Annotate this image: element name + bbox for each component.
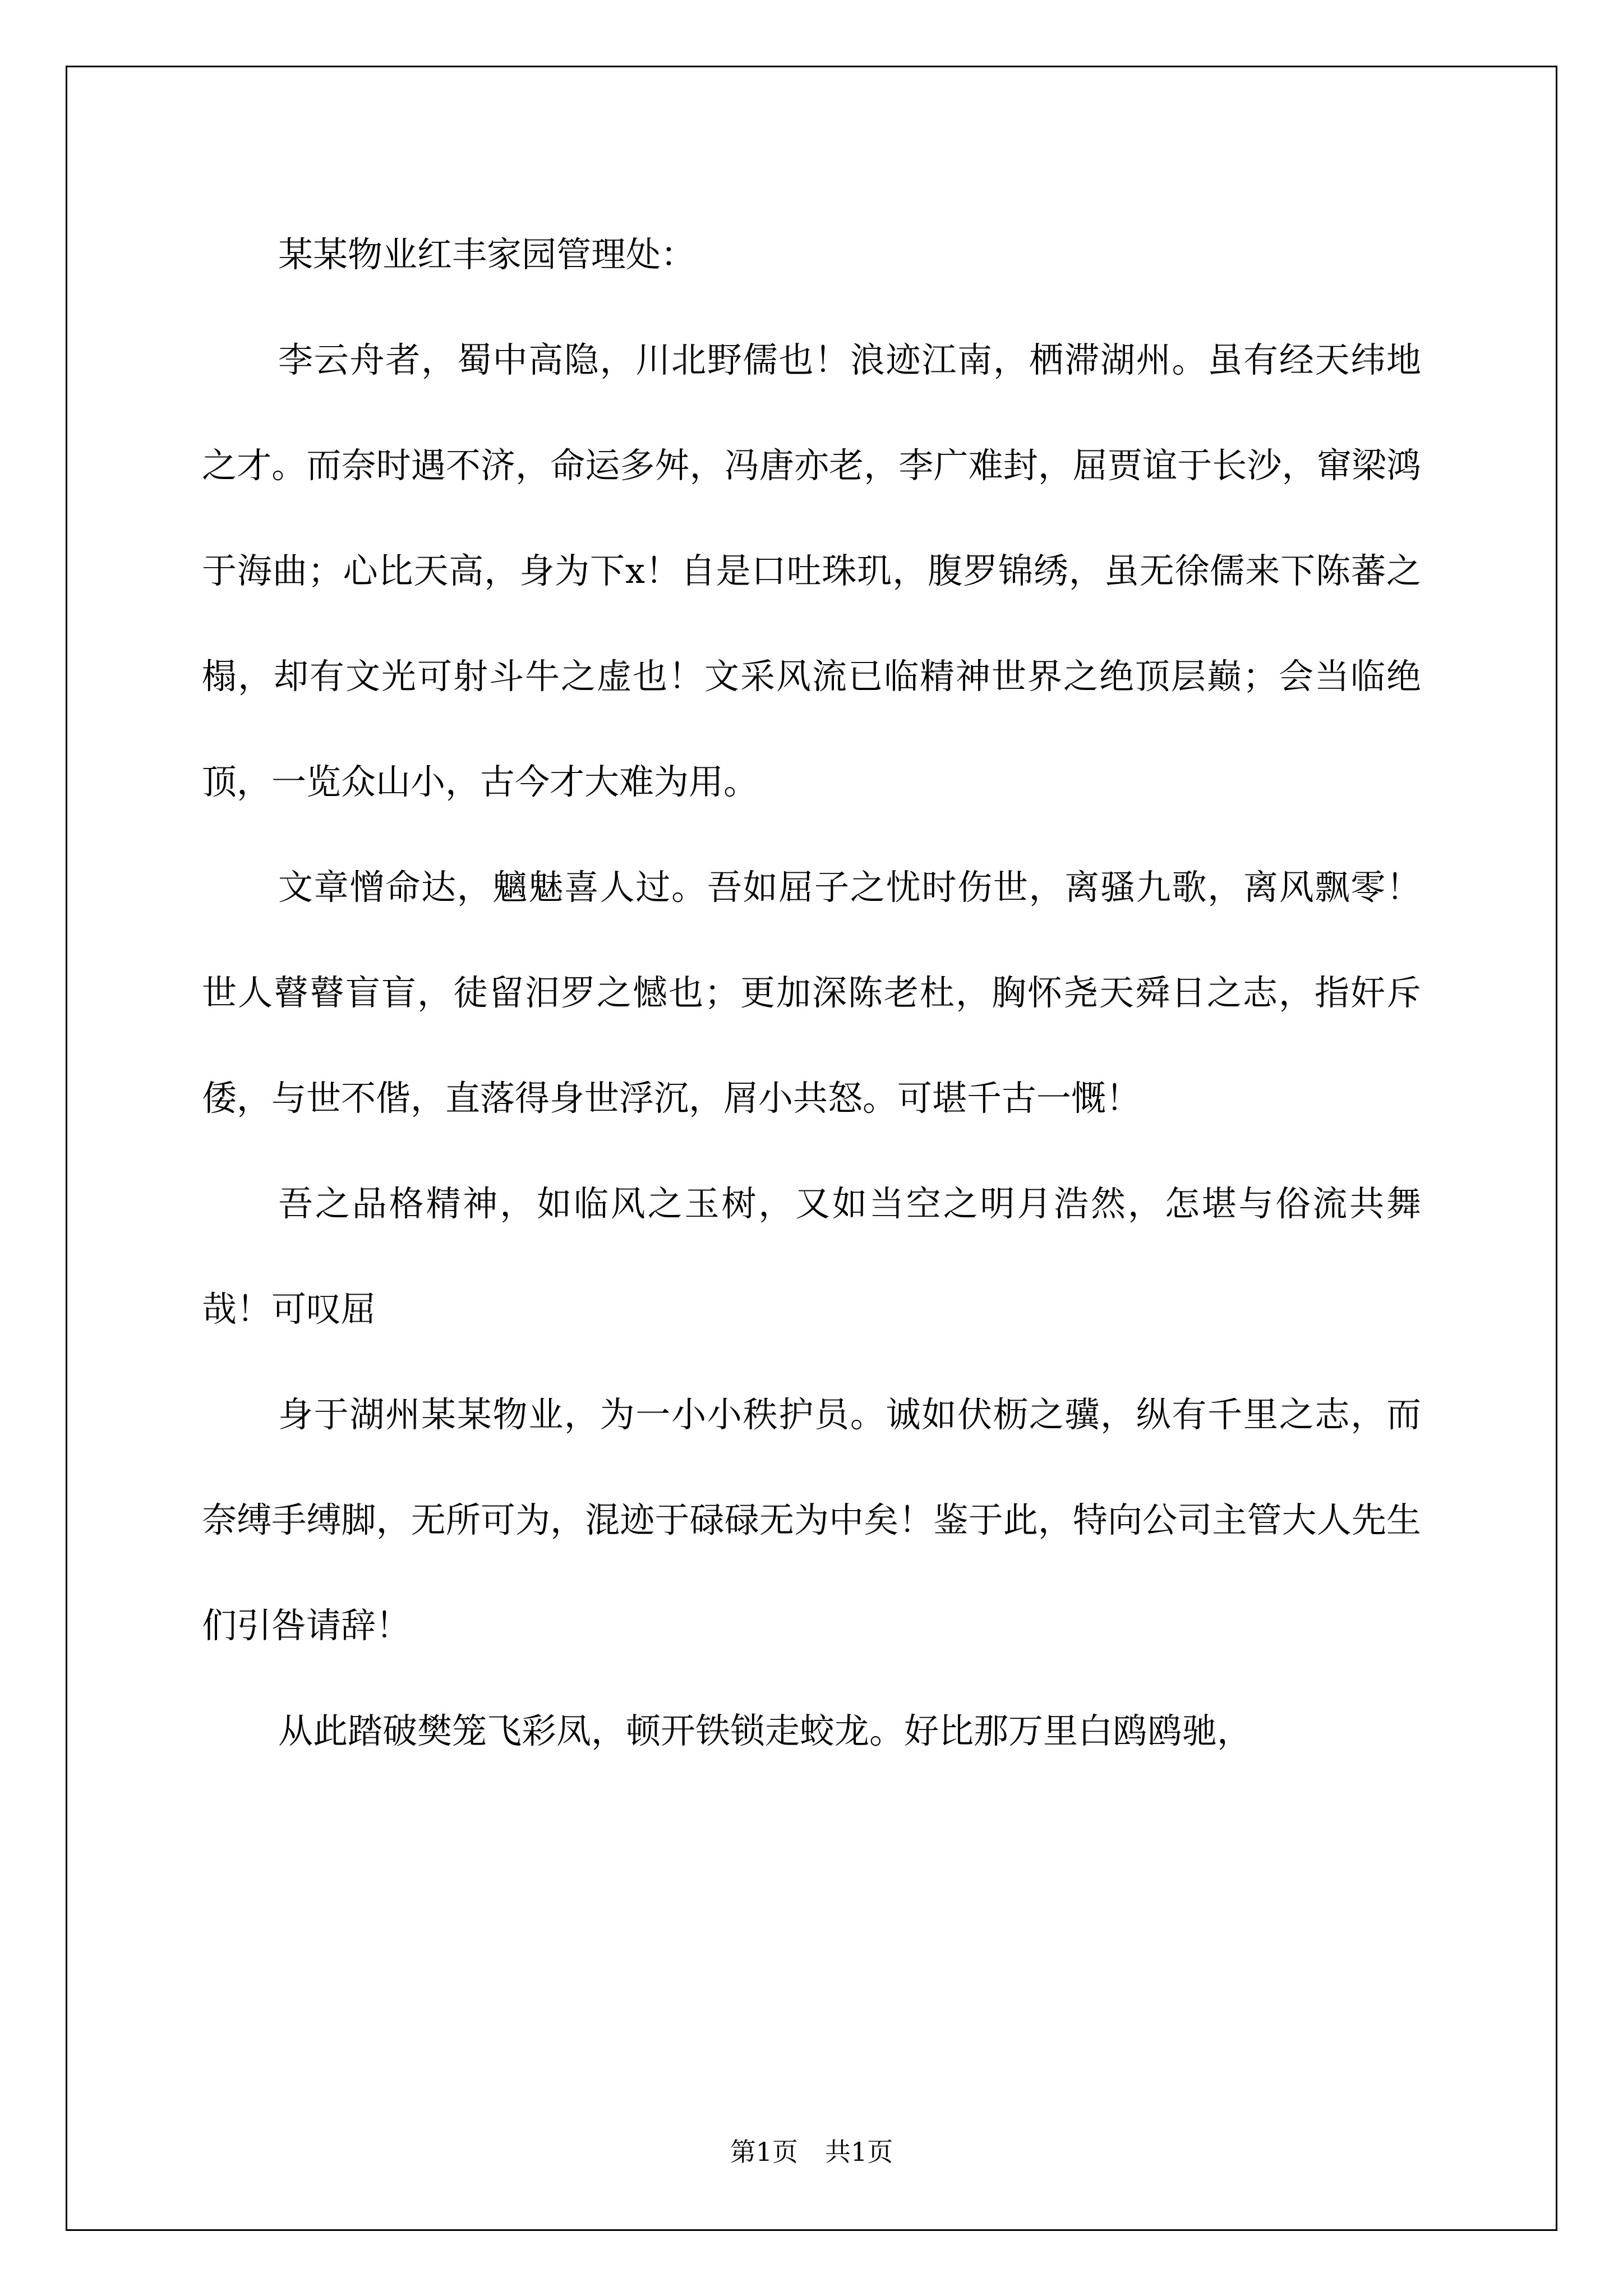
page-number: 第1页	[730, 2137, 798, 2167]
page-total: 共1页	[825, 2137, 893, 2167]
paragraph-1: 李云舟者，蜀中高隐，川北野儒也！浪迹江南，栖滞湖州。虽有经天纬地之才。而奈时遇不济，命运多舛，冯唐亦老，李广难封，屈贾谊于长沙，窜梁鸿于海曲；心比天高，身为下x！自是口吐珠玑，腹罗锦绣，虽无徐儒来下陈蕃之榻，却有文光可射斗牛之虚也！文采风流已临精神世界之绝顶层巅；会当临绝顶，一览众山小，古今才大难为用。	[202, 339, 1421, 802]
paragraph-3: 吾之品格精神，如临风之玉树，又如当空之明月浩然，怎堪与俗流共舞哉！可叹屈	[202, 1183, 1421, 1329]
paragraph-5: 从此踏破樊笼飞彩凤，顿开铁锁走蛟龙。好比那万里白鸥鸥驰，	[278, 1710, 1252, 1751]
document-body	[202, 202, 1421, 1784]
paragraph-2: 文章憎命达，魑魅喜人过。吾如屈子之忧时伤世，离骚九歌，离风飘零！世人瞽瞽盲盲，徒留汨罗之憾也；更加深陈老杜，胸怀尧天舜日之志，指奸斥倭，与世不偕，直落得身世浮沉，屑小共怒。可堪千古一慨！	[202, 867, 1421, 1119]
salutation: 某某物业红丰家园管理处：	[278, 234, 696, 275]
paragraph-4: 身于湖州某某物业，为一小小秩护员。诚如伏枥之骥，纵有千里之志，而奈缚手缚脚，无所可为，混迹于碌碌无为中矣！鉴于此，特向公司主管大人先生们引咎请辞！	[202, 1394, 1421, 1646]
page-footer	[0, 2135, 1623, 2169]
